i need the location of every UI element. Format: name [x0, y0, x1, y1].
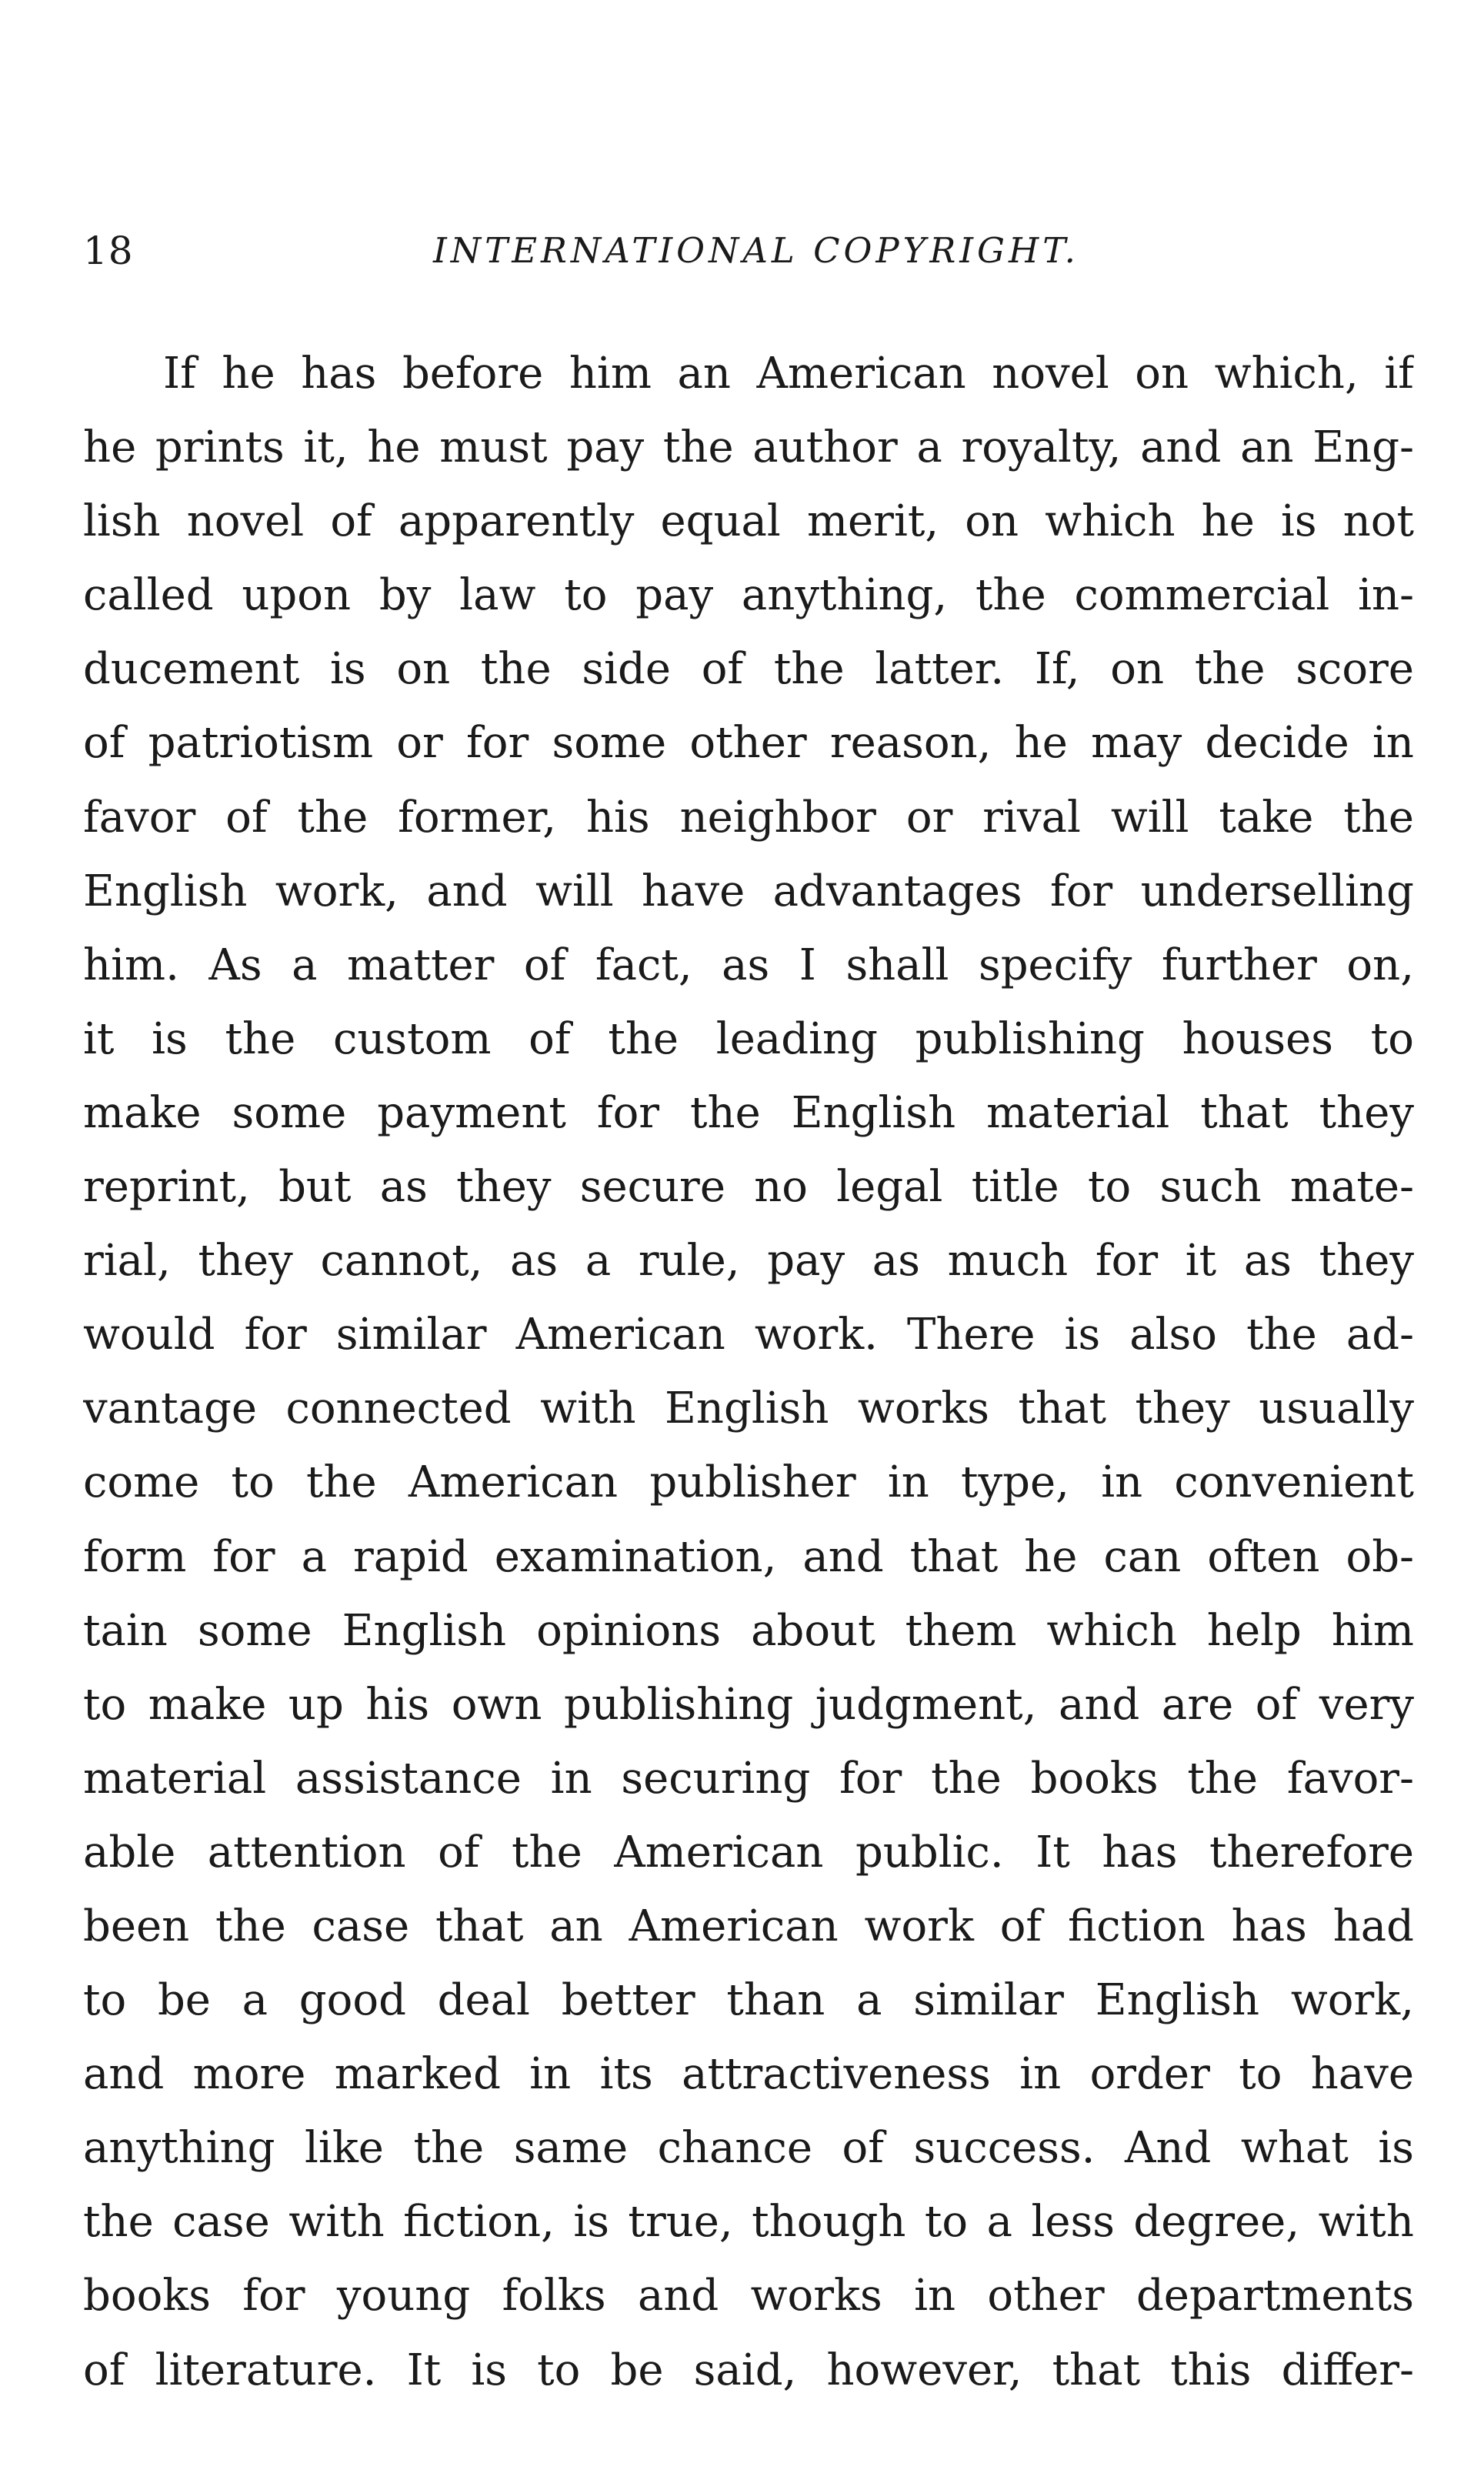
text-line: been the case that an American work of fiction has had	[83, 1901, 1414, 1951]
text-line: called upon by law to pay anything, the commercial in-	[83, 570, 1414, 621]
text-line: and more marked in its attractiveness in order to have	[83, 2049, 1414, 2100]
text-line: the case with fiction, is true, though to a less degree, with	[83, 2197, 1414, 2248]
text-line: favor of the former, his neighbor or rival will take the	[83, 792, 1414, 843]
text-line: material assistance in securing for the books the favor-	[83, 1753, 1414, 1804]
text-line: reprint, but as they secure no legal title to such mate-	[83, 1162, 1414, 1213]
text-line: lish novel of apparently equal merit, on which he is not	[83, 496, 1414, 547]
text-line: form for a rapid examination, and that he can often ob-	[83, 1531, 1414, 1582]
text-line: he prints it, he must pay the author a royalty, and an Eng-	[83, 422, 1414, 473]
text-line: If he has before him an American novel on which, if	[163, 349, 1414, 399]
text-line: tain some English opinions about them which help him	[83, 1605, 1414, 1656]
text-line: books for young folks and works in other departments	[83, 2271, 1414, 2321]
page-number: 18	[83, 229, 134, 273]
text-line: English work, and will have advantages for underselling	[83, 866, 1414, 916]
text-line: anything like the same chance of success. And what is	[83, 2123, 1414, 2174]
page-header	[83, 228, 1406, 289]
text-line: it is the custom of the leading publishing houses to	[83, 1013, 1414, 1064]
text-line: of literature. It is to be said, however, that this differ-	[83, 2345, 1414, 2395]
running-title: INTERNATIONAL COPYRIGHT.	[433, 230, 1079, 271]
text-line: him. As a matter of fact, as I shall specify further on,	[83, 940, 1414, 990]
text-line: to make up his own publishing judgment, and are of very	[83, 1679, 1414, 1730]
body-paragraph	[83, 337, 1414, 2408]
text-line: make some payment for the English material that they	[83, 1087, 1414, 1138]
text-line: ducement is on the side of the latter. If, on the score	[83, 644, 1414, 695]
text-line: of patriotism or for some other reason, he may decide in	[83, 718, 1414, 769]
text-line: would for similar American work. There is also the ad-	[83, 1310, 1414, 1360]
text-line: to be a good deal better than a similar English work,	[83, 1975, 1414, 2026]
text-line: able attention of the American public. It has therefore	[83, 1827, 1414, 1878]
text-line: come to the American publisher in type, in convenient	[83, 1457, 1414, 1508]
text-line: vantage connected with English works that they usually	[83, 1384, 1414, 1434]
text-line: rial, they cannot, as a rule, pay as much for it as they	[83, 1236, 1414, 1287]
